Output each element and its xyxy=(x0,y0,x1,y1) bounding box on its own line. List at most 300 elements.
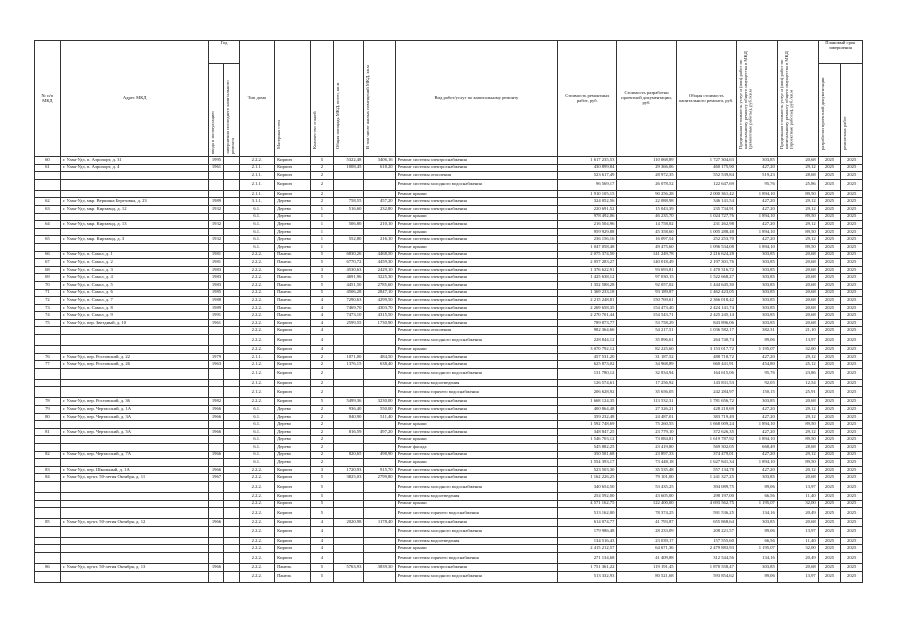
cell-wall-material: Панель xyxy=(275,563,311,571)
cell-repair-cost: 179 986,48 xyxy=(558,526,617,537)
cell-house-type: 2.2.2. xyxy=(239,552,275,563)
cell-total-area xyxy=(334,537,364,545)
header-wall-material: Материал стен xyxy=(275,41,311,157)
cell-repair-deadline: 2025 xyxy=(841,545,863,553)
cell-total-cost: 1 024 727,76 xyxy=(676,213,736,221)
cell-design-cost: 79 101,00 xyxy=(617,474,676,482)
cell-floors: 2 xyxy=(310,198,334,206)
cell-total-cost: 1 781 656,72 xyxy=(676,398,736,406)
cell-work-type: Ремонт системы горячего водоснабжения xyxy=(395,387,558,398)
cell-repair-deadline: 2025 xyxy=(841,236,863,244)
cell-repair-cost: 1 425 638,12 xyxy=(558,274,617,282)
cell-residential-area: 210,10 xyxy=(364,221,395,229)
cell-num: 84 xyxy=(35,474,61,482)
cell-address xyxy=(60,368,209,379)
cell-design-cost: 92 057,02 xyxy=(617,281,676,289)
cell-repair-deadline: 2025 xyxy=(841,444,863,452)
cell-design-cost: 23 779,10 xyxy=(617,428,676,436)
cell-total-cost: 2 479 883,93 xyxy=(676,545,736,553)
cell-num xyxy=(35,508,61,519)
cell-work-type: Ремонт крыши xyxy=(395,459,558,467)
cell-total-area: 1071,00 xyxy=(334,353,364,361)
cell-address: г. Улан-Удэ, п. Сокол, д. 3 xyxy=(60,266,209,274)
cell-wall-material: Кирпич xyxy=(275,361,311,369)
cell-house-type: 2.2.2. xyxy=(239,474,275,482)
cell-house-type: 2.2.2. xyxy=(239,259,275,267)
cell-house-type: 6.1. xyxy=(239,213,275,221)
cell-limit2: 20,68 xyxy=(777,297,818,305)
cell-year-renovation xyxy=(224,508,239,519)
cell-house-type: 6.1. xyxy=(239,221,275,229)
cell-floors: 1 xyxy=(310,236,334,244)
cell-year-renovation xyxy=(224,519,239,527)
cell-work-type: Ремонт системы электроснабжения xyxy=(395,266,558,274)
cell-repair-cost: 2 270 701,44 xyxy=(558,312,617,320)
cell-repair-deadline: 2025 xyxy=(841,281,863,289)
cell-wall-material: Дерево xyxy=(275,413,311,421)
cell-year-built xyxy=(209,190,224,198)
cell-repair-deadline: 2025 xyxy=(841,327,863,335)
cell-house-type: 2.2.2. xyxy=(239,526,275,537)
cell-total-cost: 488 718,72 xyxy=(676,353,736,361)
cell-design-cost: 78 374,25 xyxy=(617,508,676,519)
cell-design-cost: 82 225,60 xyxy=(617,346,676,354)
cell-limit2: 89,50 xyxy=(777,190,818,198)
cell-work-type: Ремонт системы электроснабжения xyxy=(395,353,558,361)
cell-design-deadline: 2025 xyxy=(818,190,841,198)
cell-floors: 5 xyxy=(310,474,334,482)
cell-floors: 5 xyxy=(310,157,334,165)
cell-num: 74 xyxy=(35,312,61,320)
cell-design-cost: 31 187,52 xyxy=(617,353,676,361)
cell-limit1: 427,20 xyxy=(736,353,777,361)
cell-total-cost: 164 615,06 xyxy=(676,368,736,379)
cell-limit2: 11,40 xyxy=(777,492,818,500)
cell-floors: 2 xyxy=(310,164,334,172)
cell-work-type: Ремонт системы отопления xyxy=(395,327,558,335)
cell-address: г. Улан-Удэ, пр-кт. 50-летия Октября, д. 13 xyxy=(60,563,209,571)
cell-year-renovation xyxy=(224,172,239,180)
cell-repair-deadline: 2025 xyxy=(841,398,863,406)
cell-repair-deadline: 2025 xyxy=(841,297,863,305)
cell-year-built xyxy=(209,379,224,387)
cell-house-type: 6.1. xyxy=(239,413,275,421)
cell-num: 71 xyxy=(35,289,61,297)
cell-floors: 3 xyxy=(310,266,334,274)
cell-wall-material: Кирпич xyxy=(275,474,311,482)
cell-wall-material: Панель xyxy=(275,297,311,305)
cell-wall-material: Кирпич xyxy=(275,500,311,508)
cell-address xyxy=(60,459,209,467)
cell-house-type: 6.1. xyxy=(239,444,275,452)
cell-house-type: 3.1.1. xyxy=(239,198,275,206)
table-row xyxy=(35,274,863,282)
cell-num: 83 xyxy=(35,466,61,474)
cell-residential-area: 550,00 xyxy=(364,406,395,414)
cell-limit1: 427,20 xyxy=(736,221,777,229)
cell-residential-area xyxy=(364,327,395,335)
cell-house-type: 2.2.2. xyxy=(239,312,275,320)
cell-num: 65 xyxy=(35,236,61,244)
cell-year-built: 1983 xyxy=(209,266,224,274)
cell-residential-area: 484,50 xyxy=(364,353,395,361)
cell-wall-material: Кирпич xyxy=(275,353,311,361)
cell-work-type: Ремонт системы горячего водоснабжения xyxy=(395,552,558,563)
table-row xyxy=(35,236,863,244)
table-row xyxy=(35,297,863,305)
cell-limit1: 89,06 xyxy=(736,481,777,492)
cell-total-area: 1720,93 xyxy=(334,466,364,474)
cell-limit2: 20,68 xyxy=(777,474,818,482)
cell-limit2: 21,10 xyxy=(777,327,818,335)
cell-residential-area: 2785,60 xyxy=(364,281,395,289)
cell-total-area xyxy=(334,481,364,492)
cell-num: 69 xyxy=(35,274,61,282)
cell-repair-cost: 2 269 658,35 xyxy=(558,304,617,312)
cell-address: г. Улан-Удэ, пер. Чертасский, д. 1А xyxy=(60,406,209,414)
cell-limit1: 519,23 xyxy=(736,172,777,180)
cell-year-built: 1966 xyxy=(209,451,224,459)
cell-design-deadline: 2025 xyxy=(818,205,841,213)
cell-house-type: 2.2.2. xyxy=(239,563,275,571)
cell-address xyxy=(60,545,209,553)
cell-design-deadline: 2025 xyxy=(818,327,841,335)
cell-total-area xyxy=(334,327,364,335)
table-row xyxy=(35,368,863,379)
cell-num xyxy=(35,368,61,379)
cell-repair-cost: 1 546 703,12 xyxy=(558,436,617,444)
cell-wall-material: Панель xyxy=(275,281,311,289)
cell-repair-cost: 400 864,48 xyxy=(558,406,617,414)
cell-limit2: 13,97 xyxy=(777,335,818,346)
cell-year-built: 1989 xyxy=(209,304,224,312)
cell-address: г. Улан-Удэ, п. Сокол, д. 2 xyxy=(60,259,209,267)
cell-wall-material: Кирпич xyxy=(275,526,311,537)
cell-limit2: 23,86 xyxy=(777,368,818,379)
cell-total-cost: 312 544,56 xyxy=(676,552,736,563)
cell-num: 73 xyxy=(35,304,61,312)
cell-design-deadline: 2025 xyxy=(818,346,841,354)
cell-limit1: 1 894,10 xyxy=(736,243,777,251)
cell-address xyxy=(60,190,209,198)
cell-design-cost: 45 358,60 xyxy=(617,228,676,236)
cell-floors: 5 xyxy=(310,281,334,289)
cell-wall-material: Кирпич xyxy=(275,346,311,354)
cell-floors: 4 xyxy=(310,526,334,537)
cell-limit1: 303,85 xyxy=(736,289,777,297)
cell-limit2: 20,68 xyxy=(777,398,818,406)
cell-floors: 4 xyxy=(310,346,334,354)
cell-residential-area xyxy=(364,508,395,519)
cell-total-area: 820,65 xyxy=(334,451,364,459)
header-year-group: Год xyxy=(209,41,239,64)
cell-limit2: 29,12 xyxy=(777,428,818,436)
cell-residential-area: 2847,10 xyxy=(364,289,395,297)
table-row xyxy=(35,481,863,492)
cell-repair-deadline: 2025 xyxy=(841,508,863,519)
cell-repair-deadline: 2025 xyxy=(841,164,863,172)
cell-total-area xyxy=(334,571,364,582)
table-row xyxy=(35,266,863,274)
cell-design-cost: 150 769,61 xyxy=(617,297,676,305)
cell-total-area: 5322,48 xyxy=(334,157,364,165)
cell-year-built: 1966 xyxy=(209,413,224,421)
cell-work-type: Ремонт системы холодного водоснабжения xyxy=(395,571,558,582)
cell-repair-deadline: 2025 xyxy=(841,198,863,206)
cell-work-type: Ремонт системы электроснабжения xyxy=(395,413,558,421)
cell-num: 85 xyxy=(35,519,61,527)
cell-design-cost: 26 078,52 xyxy=(617,179,676,190)
cell-total-cost: 1 096 534,08 xyxy=(676,243,736,251)
cell-house-type: 2.2.2. xyxy=(239,571,275,582)
cell-wall-material: Кирпич xyxy=(275,164,311,172)
cell-year-built xyxy=(209,526,224,537)
cell-year-renovation xyxy=(224,346,239,354)
cell-year-renovation xyxy=(224,368,239,379)
cell-num xyxy=(35,243,61,251)
cell-residential-area xyxy=(364,545,395,553)
cell-wall-material: Кирпич xyxy=(275,190,311,198)
cell-repair-deadline: 2025 xyxy=(841,428,863,436)
cell-num: 60 xyxy=(35,157,61,165)
table-row xyxy=(35,421,863,429)
cell-work-type: Ремонт системы холодного водоснабжения xyxy=(395,481,558,492)
cell-repair-deadline: 2025 xyxy=(841,436,863,444)
cell-design-deadline: 2025 xyxy=(818,459,841,467)
cell-floors: 1 xyxy=(310,228,334,236)
cell-year-renovation xyxy=(224,436,239,444)
cell-address xyxy=(60,421,209,429)
cell-house-type: 2.2.2. xyxy=(239,281,275,289)
cell-num: 78 xyxy=(35,398,61,406)
cell-house-type: 2.2.2. xyxy=(239,466,275,474)
header-floors: Количество этажей xyxy=(310,41,334,157)
cell-wall-material: Дерево xyxy=(275,243,311,251)
table-row xyxy=(35,164,863,172)
cell-total-area: 5499,36 xyxy=(334,398,364,406)
table-row xyxy=(35,327,863,335)
cell-total-cost: 2 000 361,42 xyxy=(676,190,736,198)
cell-repair-deadline: 2025 xyxy=(841,289,863,297)
cell-design-deadline: 2025 xyxy=(818,319,841,327)
cell-limit1: 303,85 xyxy=(736,474,777,482)
cell-limit2: 20,68 xyxy=(777,281,818,289)
cell-year-renovation xyxy=(224,327,239,335)
cell-year-built: 1988 xyxy=(209,297,224,305)
cell-address: г. Улан-Удэ, мкр. Вершина Березовка, д. 23 xyxy=(60,198,209,206)
cell-design-cost: 80 521,68 xyxy=(617,571,676,582)
cell-design-cost: 46 235,70 xyxy=(617,213,676,221)
cell-year-renovation xyxy=(224,421,239,429)
cell-floors: 4 xyxy=(310,335,334,346)
cell-floors: 4 xyxy=(310,297,334,305)
cell-repair-deadline: 2025 xyxy=(841,251,863,259)
cell-floors: 4 xyxy=(310,519,334,527)
cell-address: г. Улан-Удэ, пер. Ростовский, д. 36 xyxy=(60,398,209,406)
cell-residential-area: 4468,50 xyxy=(364,251,395,259)
cell-total-area xyxy=(334,492,364,500)
cell-work-type: Ремонт системы электроснабжения xyxy=(395,157,558,165)
cell-design-deadline: 2025 xyxy=(818,526,841,537)
cell-total-cost: 1 870 558,47 xyxy=(676,563,736,571)
cell-wall-material: Дерево xyxy=(275,228,311,236)
cell-house-type: 2.2.2. xyxy=(239,289,275,297)
header-num: № п/п МКД xyxy=(35,41,61,157)
cell-limit2: 13,97 xyxy=(777,571,818,582)
cell-num xyxy=(35,213,61,221)
header-work-type: Вид работ/услуг по капитальному ремонту xyxy=(395,41,558,157)
cell-residential-area: 498,90 xyxy=(364,451,395,459)
cell-repair-deadline: 2025 xyxy=(841,353,863,361)
cell-year-built: 1966 xyxy=(209,563,224,571)
cell-repair-cost: 1 352 588,28 xyxy=(558,281,617,289)
cell-limit1: 89,06 xyxy=(736,526,777,537)
cell-address: г. Улан-Удэ, пер. Ростовский, д. 22 xyxy=(60,353,209,361)
cell-residential-area xyxy=(364,552,395,563)
cell-total-cost: 157 555,60 xyxy=(676,537,736,545)
cell-floors: 2 xyxy=(310,459,334,467)
cell-limit2: 89,50 xyxy=(777,243,818,251)
table-row xyxy=(35,563,863,571)
cell-wall-material: Кирпич xyxy=(275,387,311,398)
cell-year-renovation xyxy=(224,361,239,369)
cell-work-type: Ремонт системы электроснабжения xyxy=(395,428,558,436)
cell-year-renovation xyxy=(224,500,239,508)
cell-wall-material: Дерево xyxy=(275,221,311,229)
cell-address: г. Улан-Удэ, п. Сокол, д. 7 xyxy=(60,297,209,305)
table-row xyxy=(35,406,863,414)
cell-limit1: 1 894,10 xyxy=(736,228,777,236)
cell-design-deadline: 2025 xyxy=(818,259,841,267)
cell-design-cost: 32 834,94 xyxy=(617,368,676,379)
cell-design-deadline: 2025 xyxy=(818,436,841,444)
cell-repair-cost: 3 070 792,12 xyxy=(558,346,617,354)
cell-house-type: 2.1.1. xyxy=(239,353,275,361)
cell-year-renovation xyxy=(224,266,239,274)
cell-num xyxy=(35,537,61,545)
cell-design-deadline: 2025 xyxy=(818,236,841,244)
cell-design-deadline: 2025 xyxy=(818,571,841,582)
cell-year-renovation xyxy=(224,236,239,244)
cell-residential-area: 3225,30 xyxy=(364,274,395,282)
cell-address: г. Улан-Удэ, пер. Школьный, д. 1А xyxy=(60,466,209,474)
cell-repair-cost: 959 929,88 xyxy=(558,228,617,236)
cell-limit2: 32,00 xyxy=(777,346,818,354)
cell-year-renovation xyxy=(224,451,239,459)
cell-residential-area xyxy=(364,387,395,398)
cell-limit2: 29,12 xyxy=(777,236,818,244)
table-row xyxy=(35,545,863,553)
cell-num xyxy=(35,571,61,582)
cell-repair-cost: 96 569,17 xyxy=(558,179,617,190)
cell-total-cost: 231 262,98 xyxy=(676,221,736,229)
cell-wall-material: Кирпич xyxy=(275,519,311,527)
cell-limit2: 89,50 xyxy=(777,213,818,221)
cell-total-area xyxy=(334,368,364,379)
cell-address xyxy=(60,436,209,444)
cell-repair-deadline: 2025 xyxy=(841,368,863,379)
cell-repair-deadline: 2025 xyxy=(841,304,863,312)
cell-limit1: 95,76 xyxy=(736,179,777,190)
table-row xyxy=(35,319,863,327)
cell-total-cost: 557 134,78 xyxy=(676,466,736,474)
cell-total-area xyxy=(334,190,364,198)
cell-num xyxy=(35,526,61,537)
cell-repair-deadline: 2025 xyxy=(841,312,863,320)
cell-limit1: 303,85 xyxy=(736,297,777,305)
cell-wall-material: Кирпич xyxy=(275,537,311,545)
cell-wall-material: Кирпич xyxy=(275,157,311,165)
cell-repair-deadline: 2025 xyxy=(841,552,863,563)
cell-work-type: Ремонт системы электроснабжения xyxy=(395,198,558,206)
cell-wall-material: Кирпич xyxy=(275,319,311,327)
cell-total-area: 6830,26 xyxy=(334,251,364,259)
cell-repair-cost: 2 075 374,50 xyxy=(558,251,617,259)
cell-wall-material: Дерево xyxy=(275,444,311,452)
cell-design-cost: 28 233,09 xyxy=(617,526,676,537)
table-row xyxy=(35,335,863,346)
cell-repair-deadline: 2025 xyxy=(841,459,863,467)
cell-year-built: 1989 xyxy=(209,198,224,206)
cell-repair-deadline: 2025 xyxy=(841,526,863,537)
cell-limit2: 25,12 xyxy=(777,361,818,369)
cell-year-built xyxy=(209,537,224,545)
cell-floors: 1 xyxy=(310,243,334,251)
cell-total-cost: 4 693 562,75 xyxy=(676,500,736,508)
cell-design-cost: 23 039,17 xyxy=(617,537,676,545)
cell-total-cost: 1 005 288,48 xyxy=(676,228,736,236)
cell-total-area xyxy=(334,335,364,346)
cell-limit1: 303,85 xyxy=(736,398,777,406)
cell-address: г. Улан-Удэ, мкр. Кирзавод, д. 13 xyxy=(60,221,209,229)
cell-design-cost: 90 256,28 xyxy=(617,190,676,198)
cell-work-type: Ремонт системы электроснабжения xyxy=(395,304,558,312)
cell-year-renovation xyxy=(224,213,239,221)
cell-year-renovation xyxy=(224,481,239,492)
cell-house-type: 6.1. xyxy=(239,421,275,429)
cell-year-renovation xyxy=(224,281,239,289)
cell-wall-material: Панель xyxy=(275,571,311,582)
cell-total-cost: 655 868,64 xyxy=(676,519,736,527)
cell-repair-cost: 350 581,68 xyxy=(558,451,617,459)
cell-wall-material: Кирпич xyxy=(275,266,311,274)
cell-limit2: 29,12 xyxy=(777,221,818,229)
cell-house-type: 2.1.1. xyxy=(239,179,275,190)
cell-repair-cost: 134 516,43 xyxy=(558,537,617,545)
header-total-area: Общая площадь МКД, всего, кв.м xyxy=(334,41,364,157)
table-row xyxy=(35,466,863,474)
cell-house-type: 6.1. xyxy=(239,228,275,236)
cell-house-type: 2.2.2. xyxy=(239,274,275,282)
cell-repair-cost: 236 156,16 xyxy=(558,236,617,244)
cell-work-type: Ремонт системы электроснабжения xyxy=(395,361,558,369)
header-residential-area: В том числе жилых помещений МКД, кв.м xyxy=(364,41,395,157)
cell-year-renovation xyxy=(224,571,239,582)
cell-address: г. Улан-Удэ, пер. Ростовский, д. 26 xyxy=(60,361,209,369)
cell-limit1: 382,31 xyxy=(736,327,777,335)
table-row xyxy=(35,361,863,369)
cell-limit1: 1 894,10 xyxy=(736,190,777,198)
cell-total-area xyxy=(334,500,364,508)
cell-repair-cost: 523 503,30 xyxy=(558,466,617,474)
cell-address xyxy=(60,387,209,398)
cell-year-built xyxy=(209,228,224,236)
cell-design-deadline: 2025 xyxy=(818,213,841,221)
cell-residential-area: 497,20 xyxy=(364,428,395,436)
cell-work-type: Ремонт системы электроснабжения xyxy=(395,164,558,172)
cell-floors: 4 xyxy=(310,312,334,320)
cell-limit2: 28,68 xyxy=(777,444,818,452)
